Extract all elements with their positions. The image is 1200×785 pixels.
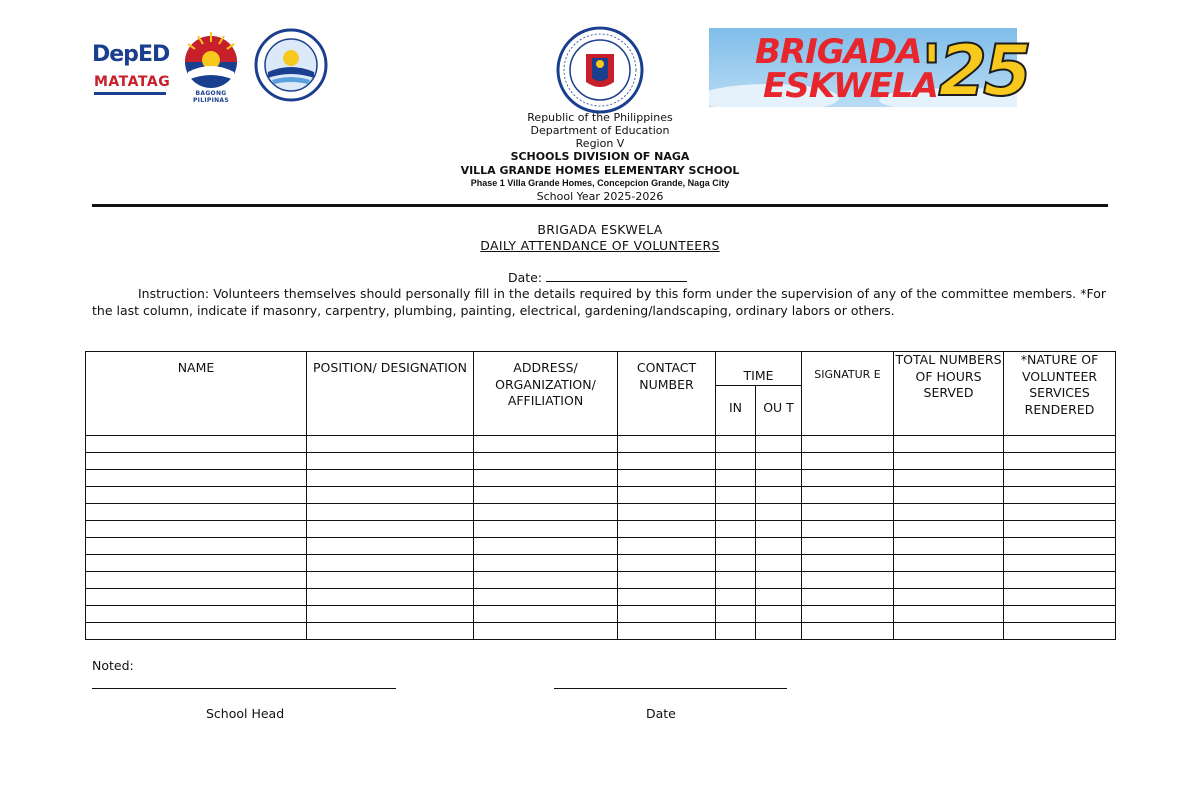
division-line: SCHOOLS DIVISION OF NAGA xyxy=(510,150,690,163)
cell-time-in[interactable] xyxy=(716,538,756,555)
matatag-underline xyxy=(94,92,166,95)
cell-total-hours[interactable] xyxy=(894,572,1004,589)
cell-signature[interactable] xyxy=(802,521,894,538)
cell-time-in[interactable] xyxy=(716,487,756,504)
cell-name[interactable] xyxy=(86,555,307,572)
table-row xyxy=(86,572,1116,589)
table-row xyxy=(86,436,1116,453)
cell-name[interactable] xyxy=(86,589,307,606)
table-row xyxy=(86,555,1116,572)
cell-signature[interactable] xyxy=(802,606,894,623)
cell-address[interactable] xyxy=(474,436,618,453)
cell-time-out[interactable] xyxy=(756,555,802,572)
school-head-label: School Head xyxy=(206,706,285,721)
footer-date-label: Date xyxy=(646,706,676,721)
cell-name[interactable] xyxy=(86,572,307,589)
date-fill-line[interactable] xyxy=(546,270,687,282)
cell-nature[interactable] xyxy=(1004,606,1116,623)
cell-time-in[interactable] xyxy=(716,470,756,487)
cell-contact[interactable] xyxy=(618,572,716,589)
cell-contact[interactable] xyxy=(618,623,716,640)
form-title: BRIGADA ESKWELA xyxy=(537,222,663,237)
cell-total-hours[interactable] xyxy=(894,538,1004,555)
cell-contact[interactable] xyxy=(618,470,716,487)
cell-contact[interactable] xyxy=(618,487,716,504)
cell-time-in[interactable] xyxy=(716,453,756,470)
cell-address[interactable] xyxy=(474,470,618,487)
cell-nature[interactable] xyxy=(1004,453,1116,470)
cell-contact[interactable] xyxy=(618,589,716,606)
table-row xyxy=(86,487,1116,504)
cell-signature[interactable] xyxy=(802,589,894,606)
attendance-table xyxy=(85,351,1116,640)
bagong-pilipinas-logo xyxy=(178,30,244,104)
cell-address[interactable] xyxy=(474,623,618,640)
cell-time-out[interactable] xyxy=(756,436,802,453)
cell-time-in[interactable] xyxy=(716,436,756,453)
cell-position[interactable] xyxy=(307,521,474,538)
cell-signature[interactable] xyxy=(802,453,894,470)
cell-signature[interactable] xyxy=(802,538,894,555)
schools-division-seal xyxy=(254,28,328,102)
cell-total-hours[interactable] xyxy=(894,589,1004,606)
table-row xyxy=(86,470,1116,487)
cell-nature[interactable] xyxy=(1004,487,1116,504)
deped-wordmark: DepED xyxy=(92,42,170,67)
table-row xyxy=(86,538,1116,555)
header-signature: SIGNATUR E xyxy=(802,352,894,436)
cell-name[interactable] xyxy=(86,470,307,487)
cell-time-out[interactable] xyxy=(756,606,802,623)
cell-address[interactable] xyxy=(474,538,618,555)
header-nature: *NATURE OF VOLUNTEER SERVICES RENDERED xyxy=(1004,352,1116,436)
cell-address[interactable] xyxy=(474,504,618,521)
table-row xyxy=(86,521,1116,538)
division-seal-icon xyxy=(254,28,328,102)
header-position: POSITION/ DESIGNATION xyxy=(307,352,474,436)
cell-address[interactable] xyxy=(474,453,618,470)
bagong-pilipinas-emblem-icon xyxy=(178,30,244,90)
cell-signature[interactable] xyxy=(802,470,894,487)
cell-position[interactable] xyxy=(307,623,474,640)
cell-nature[interactable] xyxy=(1004,470,1116,487)
header-time-in: IN xyxy=(716,386,756,436)
deped-seal-icon xyxy=(556,26,644,114)
cell-nature[interactable] xyxy=(1004,623,1116,640)
cell-total-hours[interactable] xyxy=(894,606,1004,623)
cell-position[interactable] xyxy=(307,606,474,623)
cell-signature[interactable] xyxy=(802,436,894,453)
header-address: ADDRESS/ ORGANIZATION/ AFFILIATION xyxy=(474,352,618,436)
cell-contact[interactable] xyxy=(618,504,716,521)
header-name: NAME xyxy=(86,352,307,436)
cell-name[interactable] xyxy=(86,504,307,521)
cell-time-out[interactable] xyxy=(756,453,802,470)
cell-time-in[interactable] xyxy=(716,521,756,538)
cell-position[interactable] xyxy=(307,538,474,555)
school-name: VILLA GRANDE HOMES ELEMENTARY SCHOOL xyxy=(460,164,740,177)
cell-total-hours[interactable] xyxy=(894,453,1004,470)
cell-nature[interactable] xyxy=(1004,572,1116,589)
cell-nature[interactable] xyxy=(1004,589,1116,606)
cell-name[interactable] xyxy=(86,538,307,555)
cell-address[interactable] xyxy=(474,589,618,606)
header-total-hours: TOTAL NUMBERS OF HOURS SERVED xyxy=(894,352,1004,436)
cell-time-in[interactable] xyxy=(716,606,756,623)
cell-name[interactable] xyxy=(86,623,307,640)
region-line: Region V xyxy=(575,137,625,150)
cell-total-hours[interactable] xyxy=(894,521,1004,538)
cell-contact[interactable] xyxy=(618,521,716,538)
table-row xyxy=(86,606,1116,623)
table-row xyxy=(86,453,1116,470)
cell-signature[interactable] xyxy=(802,487,894,504)
cell-address[interactable] xyxy=(474,555,618,572)
instruction-text: Instruction: Volunteers themselves should personally fill in the details required by this form under the supervision of any of the committee members. *For the last column, indicate if masonry, carpentry, plumbing, painting, electrical, gardening/landscaping, ordinary labors or others. xyxy=(92,286,1106,318)
cell-position[interactable] xyxy=(307,487,474,504)
cell-total-hours[interactable] xyxy=(894,487,1004,504)
attendance-table-body xyxy=(86,436,1116,640)
table-row xyxy=(86,504,1116,521)
cell-position[interactable] xyxy=(307,453,474,470)
cell-address[interactable] xyxy=(474,521,618,538)
cell-name[interactable] xyxy=(86,521,307,538)
cell-total-hours[interactable] xyxy=(894,436,1004,453)
cell-time-out[interactable] xyxy=(756,521,802,538)
table-row xyxy=(86,623,1116,640)
cell-name[interactable] xyxy=(86,487,307,504)
cell-time-out[interactable] xyxy=(756,572,802,589)
deped-matatag-logo xyxy=(92,36,171,100)
cell-position[interactable] xyxy=(307,589,474,606)
cell-nature[interactable] xyxy=(1004,555,1116,572)
cell-nature[interactable] xyxy=(1004,521,1116,538)
header-time: TIME xyxy=(716,352,802,386)
cell-signature[interactable] xyxy=(802,623,894,640)
cell-position[interactable] xyxy=(307,470,474,487)
cell-name[interactable] xyxy=(86,606,307,623)
noted-label: Noted: xyxy=(92,658,134,673)
cell-time-out[interactable] xyxy=(756,470,802,487)
brigada-eskwela-banner xyxy=(709,28,1028,112)
cell-time-in[interactable] xyxy=(716,504,756,521)
cell-total-hours[interactable] xyxy=(894,555,1004,572)
cell-total-hours[interactable] xyxy=(894,623,1004,640)
header-time-out: OU T xyxy=(756,386,802,436)
cell-position[interactable] xyxy=(307,504,474,521)
cell-signature[interactable] xyxy=(802,504,894,521)
date-signature-line[interactable] xyxy=(554,688,787,689)
cell-contact[interactable] xyxy=(618,555,716,572)
republic-line: Republic of the Philippines xyxy=(527,111,673,124)
cell-total-hours[interactable] xyxy=(894,504,1004,521)
cell-nature[interactable] xyxy=(1004,538,1116,555)
form-subtitle: DAILY ATTENDANCE OF VOLUNTEERS xyxy=(480,238,720,253)
brigada-word: BRIGADA xyxy=(755,32,922,72)
cell-time-in[interactable] xyxy=(716,589,756,606)
table-row xyxy=(86,589,1116,606)
cell-position[interactable] xyxy=(307,436,474,453)
cell-name[interactable] xyxy=(86,453,307,470)
school-year: School Year 2025-2026 xyxy=(536,190,664,203)
cell-contact[interactable] xyxy=(618,436,716,453)
cell-signature[interactable] xyxy=(802,555,894,572)
school-head-signature-line[interactable] xyxy=(92,688,396,689)
cell-signature[interactable] xyxy=(802,572,894,589)
cell-contact[interactable] xyxy=(618,538,716,555)
header-contact: CONTACT NUMBER xyxy=(618,352,716,436)
cell-time-out[interactable] xyxy=(756,504,802,521)
cell-time-out[interactable] xyxy=(756,487,802,504)
cell-time-out[interactable] xyxy=(756,538,802,555)
eskwela-word: ESKWELA xyxy=(763,66,938,106)
cell-time-out[interactable] xyxy=(756,589,802,606)
cell-contact[interactable] xyxy=(618,453,716,470)
brigada-year: '25 xyxy=(921,30,1028,112)
cell-nature[interactable] xyxy=(1004,436,1116,453)
cell-address[interactable] xyxy=(474,606,618,623)
cell-address[interactable] xyxy=(474,572,618,589)
department-line: Department of Education xyxy=(530,124,670,137)
cell-position[interactable] xyxy=(307,555,474,572)
cell-contact[interactable] xyxy=(618,606,716,623)
cell-time-out[interactable] xyxy=(756,623,802,640)
cell-nature[interactable] xyxy=(1004,504,1116,521)
deped-seal xyxy=(556,26,644,114)
cell-address[interactable] xyxy=(474,487,618,504)
date-row xyxy=(508,270,687,285)
cell-name[interactable] xyxy=(86,436,307,453)
cell-position[interactable] xyxy=(307,572,474,589)
cell-time-in[interactable] xyxy=(716,623,756,640)
header-divider xyxy=(92,204,1108,207)
date-label: Date: xyxy=(508,270,543,285)
cell-time-in[interactable] xyxy=(716,572,756,589)
cell-total-hours[interactable] xyxy=(894,470,1004,487)
school-address: Phase 1 Villa Grande Homes, Concepcion Grande, Naga City xyxy=(470,178,730,188)
cell-time-in[interactable] xyxy=(716,555,756,572)
bagong-pilipinas-label: BAGONG PILIPINAS xyxy=(192,90,229,104)
matatag-wordmark: MATATAG xyxy=(94,74,171,90)
